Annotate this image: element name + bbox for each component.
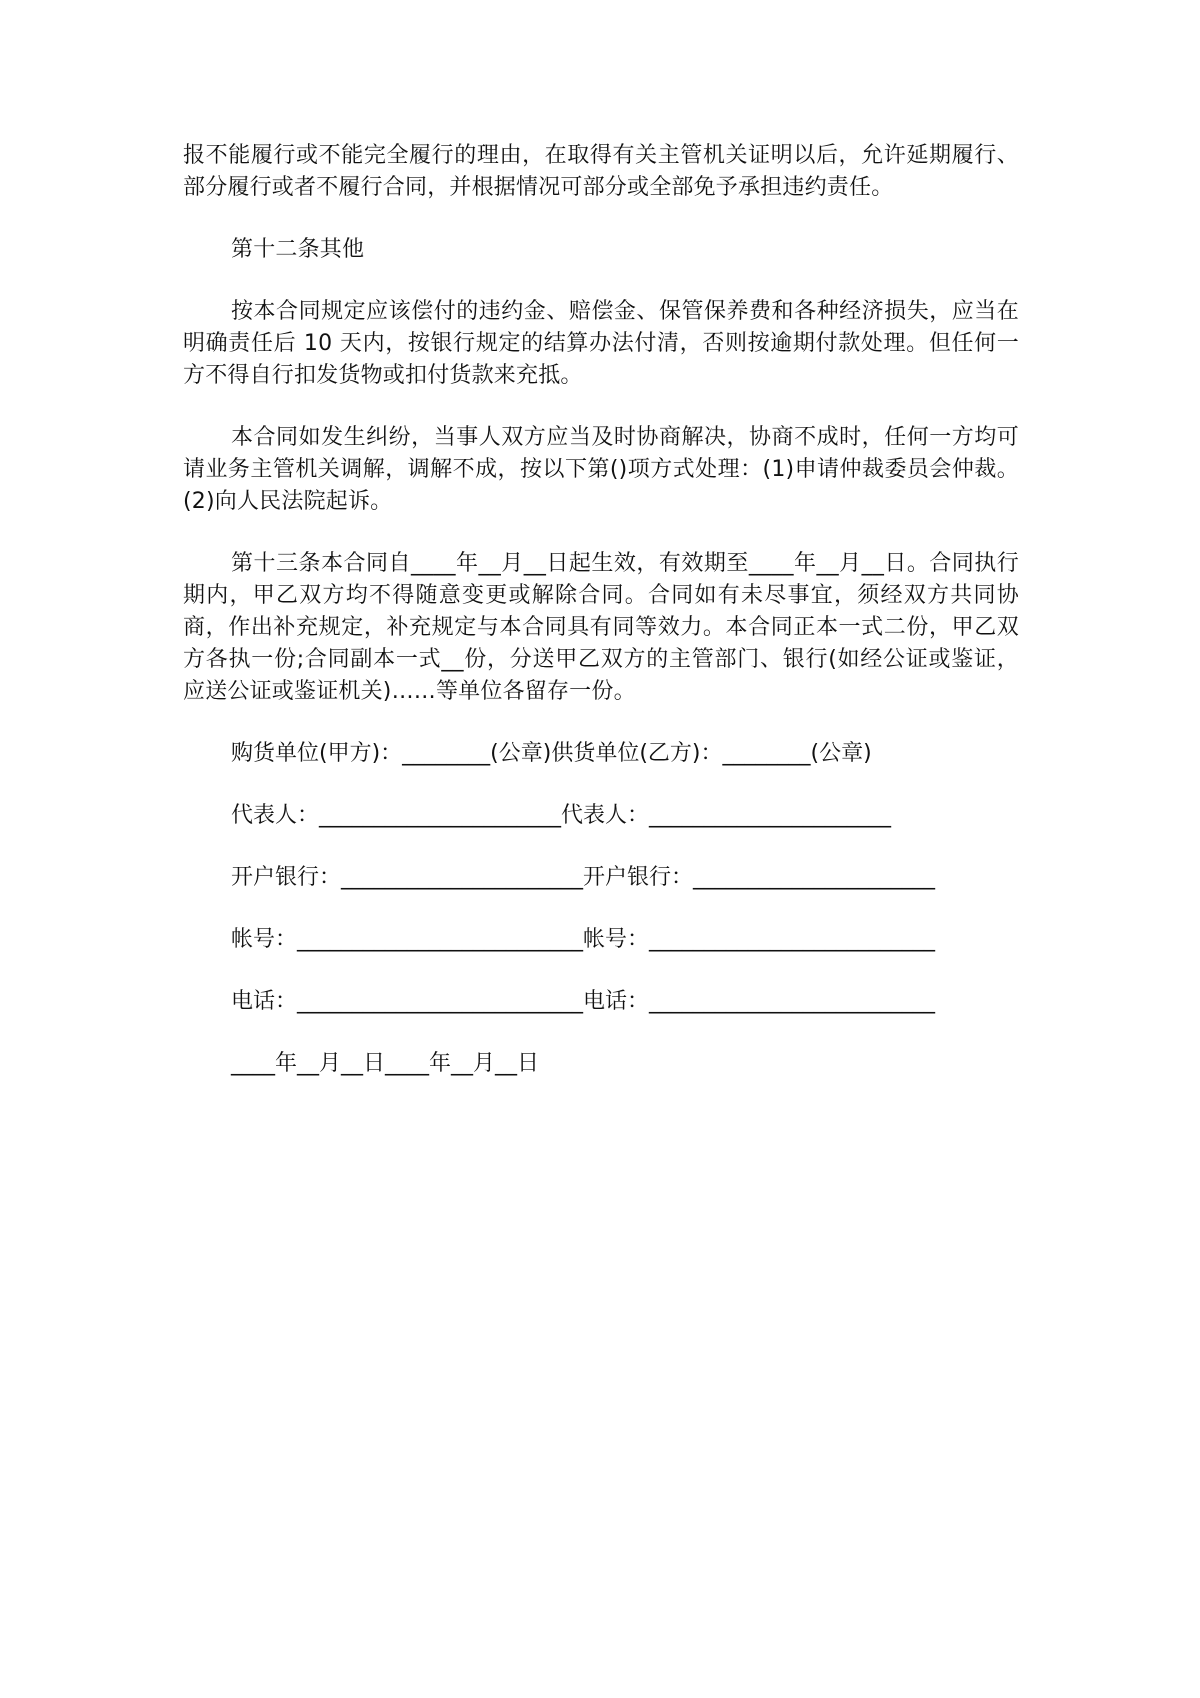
document-body bbox=[183, 140, 1019, 1110]
signature-units-line: 购货单位(甲方)：________(公章)供货单位(乙方)：________(公章) bbox=[231, 741, 872, 766]
paragraph-dispute-resolution: 本合同如发生纠纷，当事人双方应当及时协商解决，协商不成时，任何一方均可请业务主管机关调解，调解不成，按以下第()项方式处理：(1)申请仲裁委员会仲裁。(2)向人民法院起诉。 bbox=[183, 425, 1019, 514]
signature-bank-line: 开户银行：______________________开户银行：______________________ bbox=[231, 865, 936, 890]
paragraph-payment-terms: 按本合同规定应该偿付的违约金、赔偿金、保管保养费和各种经济损失，应当在明确责任后 10 天内，按银行规定的结算办法付清，否则按逾期付款处理。但任何一方不得自行扣发货物或扣付货款来充抵。 bbox=[183, 299, 1019, 388]
signature-date-line: ____年__月__日____年__月__日 bbox=[231, 1051, 540, 1076]
signature-phone-line: 电话：__________________________电话：__________________________ bbox=[231, 989, 936, 1014]
paragraph-continuation: 报不能履行或不能完全履行的理由，在取得有关主管机关证明以后，允许延期履行、部分履行或者不履行合同，并根据情况可部分或全部免予承担违约责任。 bbox=[183, 143, 1019, 200]
signature-account-line: 帐号：__________________________帐号：__________________________ bbox=[231, 927, 936, 952]
article-12-heading: 第十二条其他 bbox=[231, 237, 365, 262]
signature-representative-line: 代表人：______________________代表人：______________________ bbox=[231, 803, 892, 828]
article-13-paragraph: 第十三条本合同自____年__月__日起生效，有效期至____年__月__日。合同执行期内，甲乙双方均不得随意变更或解除合同。合同如有未尽事宜，须经双方共同协商，作出补充规定，补充规定与本合同具有同等效力。本合同正本一式二份，甲乙双方各执一份;合同副本一式__份，分送甲乙双方的主管部门、银行(如经公证或鉴证，应送公证或鉴证机关)……等单位各留存一份。 bbox=[183, 551, 1019, 704]
